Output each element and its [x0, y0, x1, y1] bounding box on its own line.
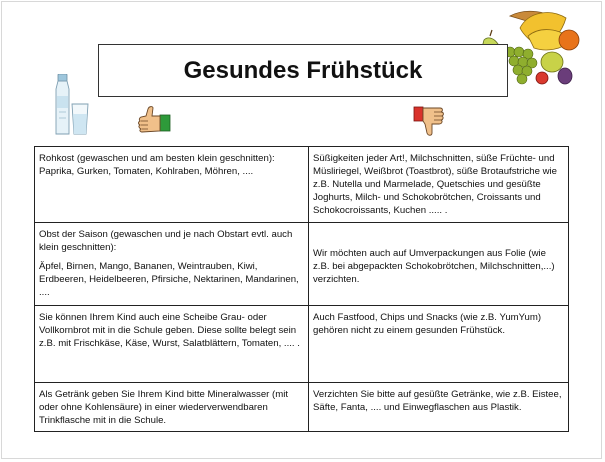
good-list: Äpfel, Birnen, Mango, Bananen, Weintrauben, Kiwi, Erdbeeren, Heidelbeeren, Pfirsiche, Nektarinen, Mandarinen, .... — [39, 261, 299, 298]
good-text: Als Getränk geben Sie Ihrem Kind bitte Mineralwasser (mit oder ohne Kohlensäure) in einer wiederverwendbaren Trinkflasche mit in die Schule. — [39, 389, 289, 426]
table-row — [35, 223, 569, 306]
bad-text: Wir möchten auch auf Umverpackungen aus Folie (wie z.B. bei abgepackten Schokobrötchen, Milchschnitten,...) verzichten. — [313, 247, 555, 285]
bad-cell — [309, 147, 569, 223]
table-row — [35, 383, 569, 432]
thumbs-up-icon — [138, 106, 172, 136]
bad-cell — [309, 223, 569, 306]
good-heading: Rohkost (gewaschen und am besten klein geschnitten): — [39, 153, 275, 164]
bad-text: Auch Fastfood, Chips und Snacks (wie z.B. YumYum) gehören nicht zu einem gesunden Frühstück. — [313, 312, 542, 336]
bad-text: Verzichten Sie bitte auf gesüßte Getränke, wie z.B. Eistee, Säfte, Fanta, .... und Einwegflaschen aus Plastik. — [313, 389, 562, 413]
table-row — [35, 306, 569, 383]
good-heading: Obst der Saison (gewaschen und je nach Obstart evtl. auch klein geschnitten): — [39, 229, 293, 253]
thumbs-down-icon — [412, 105, 446, 137]
bad-cell — [309, 306, 569, 383]
table-row — [35, 147, 569, 223]
good-cell — [35, 306, 309, 383]
water-bottle-glass-icon — [48, 74, 96, 136]
bad-text: Süßigkeiten jeder Art!, Milchschnitten, süße Früchte- und Müsliriegel, Weißbrot (Toastbrot), süße Brotaufstriche wie z.B. Nutella und Marmelade, Quetschies und gesüßte Joghurts, Milch- und Schokobrötchen, Croissants und Schokocroissants, Kuchen ..... . — [313, 153, 558, 216]
good-text: Sie können Ihrem Kind auch eine Scheibe Grau- oder Vollkornbrot mit in die Schule geben. Diese sollte belegt sein z.B. mit Frischkäse, Käse, Wurst, Salatblättern, Tomaten, .... . — [39, 312, 300, 349]
good-cell — [35, 147, 309, 223]
good-cell — [35, 223, 309, 306]
page-title: Gesundes Frühstück — [98, 44, 508, 97]
good-list: Paprika, Gurken, Tomaten, Kohlraben, Möhren, .... — [39, 166, 254, 177]
good-cell — [35, 383, 309, 432]
breakfast-table — [34, 146, 569, 432]
bad-cell — [309, 383, 569, 432]
